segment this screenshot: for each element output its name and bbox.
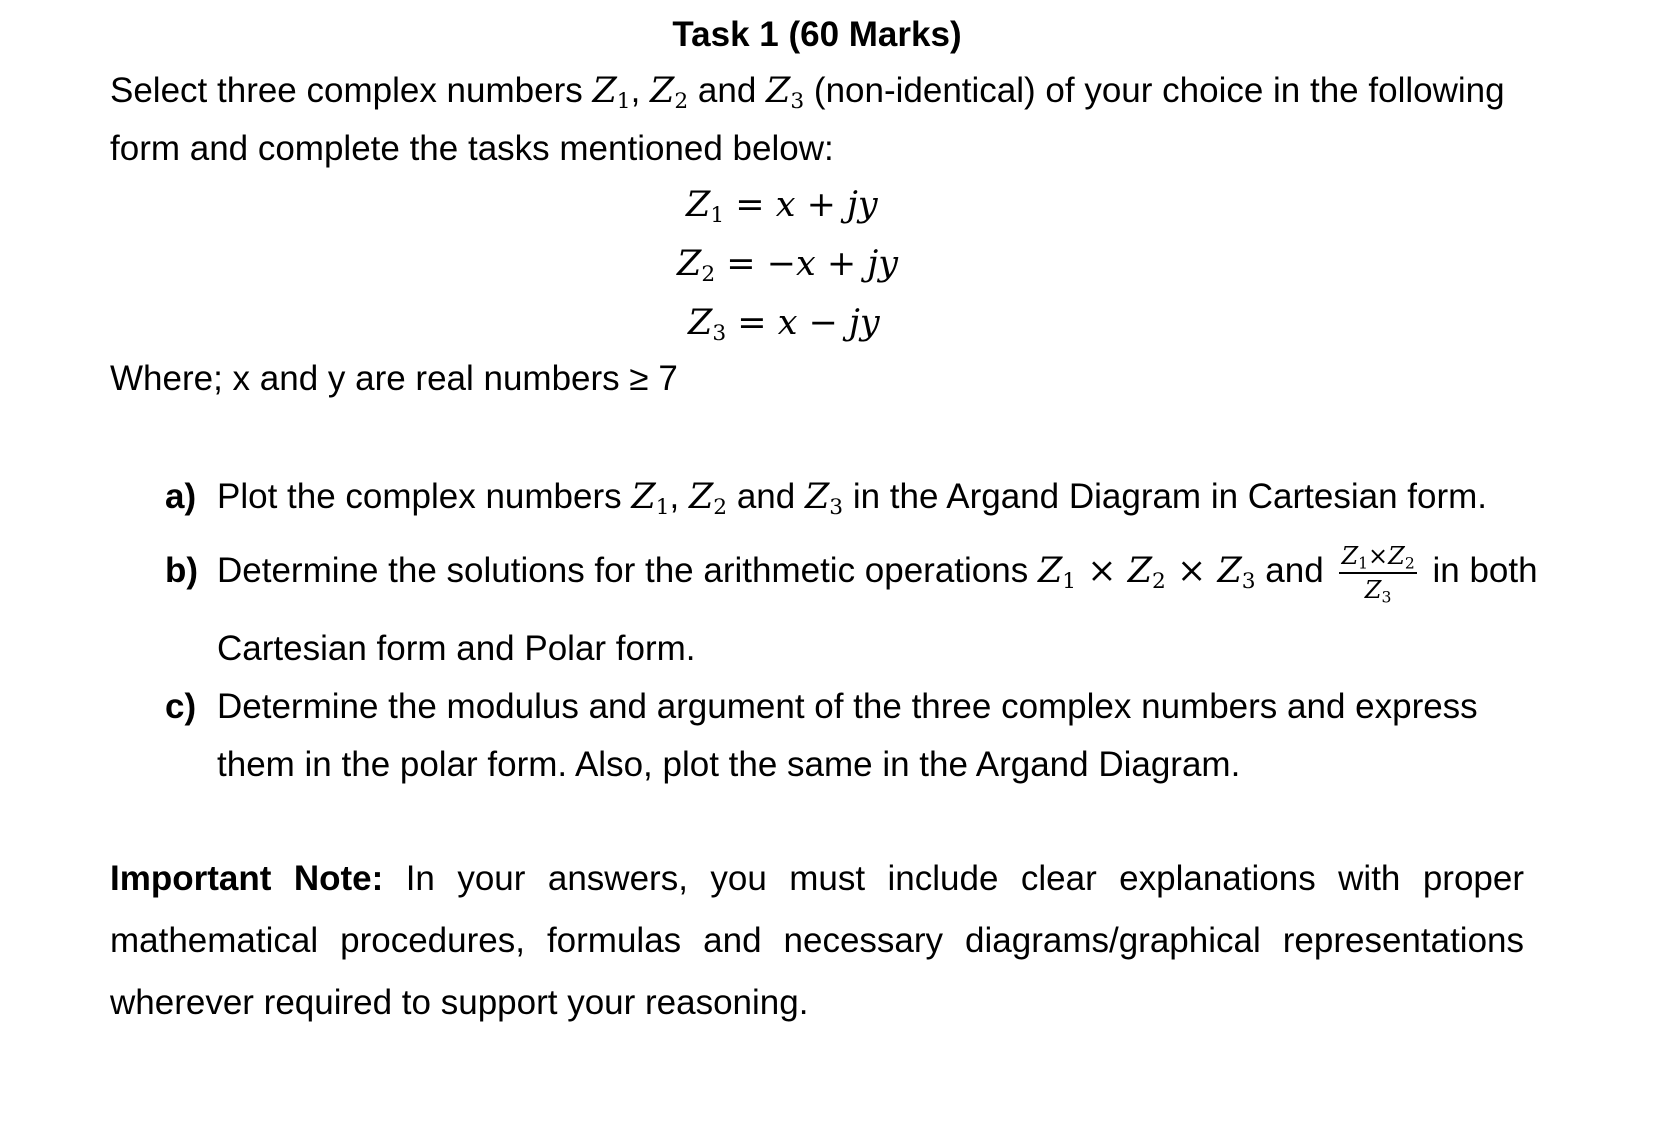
important-note bbox=[110, 848, 1524, 1034]
equation-z1: $Z_1 = x$ + jy bbox=[686, 185, 878, 229]
task-b-text-line-2: Cartesian form and Polar form. bbox=[217, 629, 696, 668]
task-a-text: Plot the complex numbers $Z_1$, $Z_2$ and $Z_3$ in the Argand Diagram in Cartesian form. bbox=[217, 477, 1488, 521]
equation-z2: $Z_2 = -x$ + jy bbox=[677, 244, 898, 288]
document-page bbox=[110, 0, 1538, 1126]
z3-symbol: $Z_3$ bbox=[804, 477, 844, 521]
note-line-3: wherever required to support your reasoning. bbox=[110, 983, 809, 1022]
task-b-label: b) bbox=[165, 551, 199, 590]
intro-line-1: Select three complex numbers $Z_1$, $Z_2$ and $Z_3$ (non-identical) of your choice in the following bbox=[110, 71, 1505, 115]
product-expression: $Z_1 \times Z_2 \times Z_3$ bbox=[1037, 551, 1256, 595]
condition-text: Where; x and y are real numbers ≥ 7 bbox=[110, 359, 678, 398]
task-c-text: Determine the modulus and argument of the three complex numbers and express bbox=[217, 687, 1478, 726]
task-c-text-line-2: them in the polar form. Also, plot the same in the Argand Diagram. bbox=[217, 745, 1241, 784]
intro-line-2: form and complete the tasks mentioned below: bbox=[110, 129, 834, 168]
z3-symbol: $Z_3$ bbox=[766, 71, 805, 115]
z2-symbol: $Z_2$ bbox=[650, 71, 689, 115]
task-c-label: c) bbox=[165, 687, 197, 726]
note-line-1: Important Note: In your answers, you must include clear explanations with proper bbox=[110, 859, 1524, 898]
note-line-2: mathematical procedures, formulas and necessary diagrams/graphical representations bbox=[110, 921, 1524, 960]
quotient-fraction: $\frac{Z_1\times Z_2}{Z_3}$ bbox=[1341, 541, 1415, 607]
intro-text: Select three complex numbers bbox=[110, 71, 593, 110]
task-b-text: Determine the solutions for the arithmetic operations $Z_1 \times Z_2 \times Z_3$ and $\frac{Z_1\times Z_2}{Z_3}$ in both bbox=[217, 541, 1538, 607]
equation-z3: $Z_3 = x$ − jy bbox=[688, 303, 880, 347]
z1-symbol: $Z_1$ bbox=[592, 71, 631, 115]
task-a-label: a) bbox=[165, 477, 197, 516]
z2-symbol: $Z_2$ bbox=[688, 477, 728, 521]
task-title: Task 1 (60 Marks) bbox=[672, 15, 962, 54]
z1-symbol: $Z_1$ bbox=[631, 477, 670, 521]
